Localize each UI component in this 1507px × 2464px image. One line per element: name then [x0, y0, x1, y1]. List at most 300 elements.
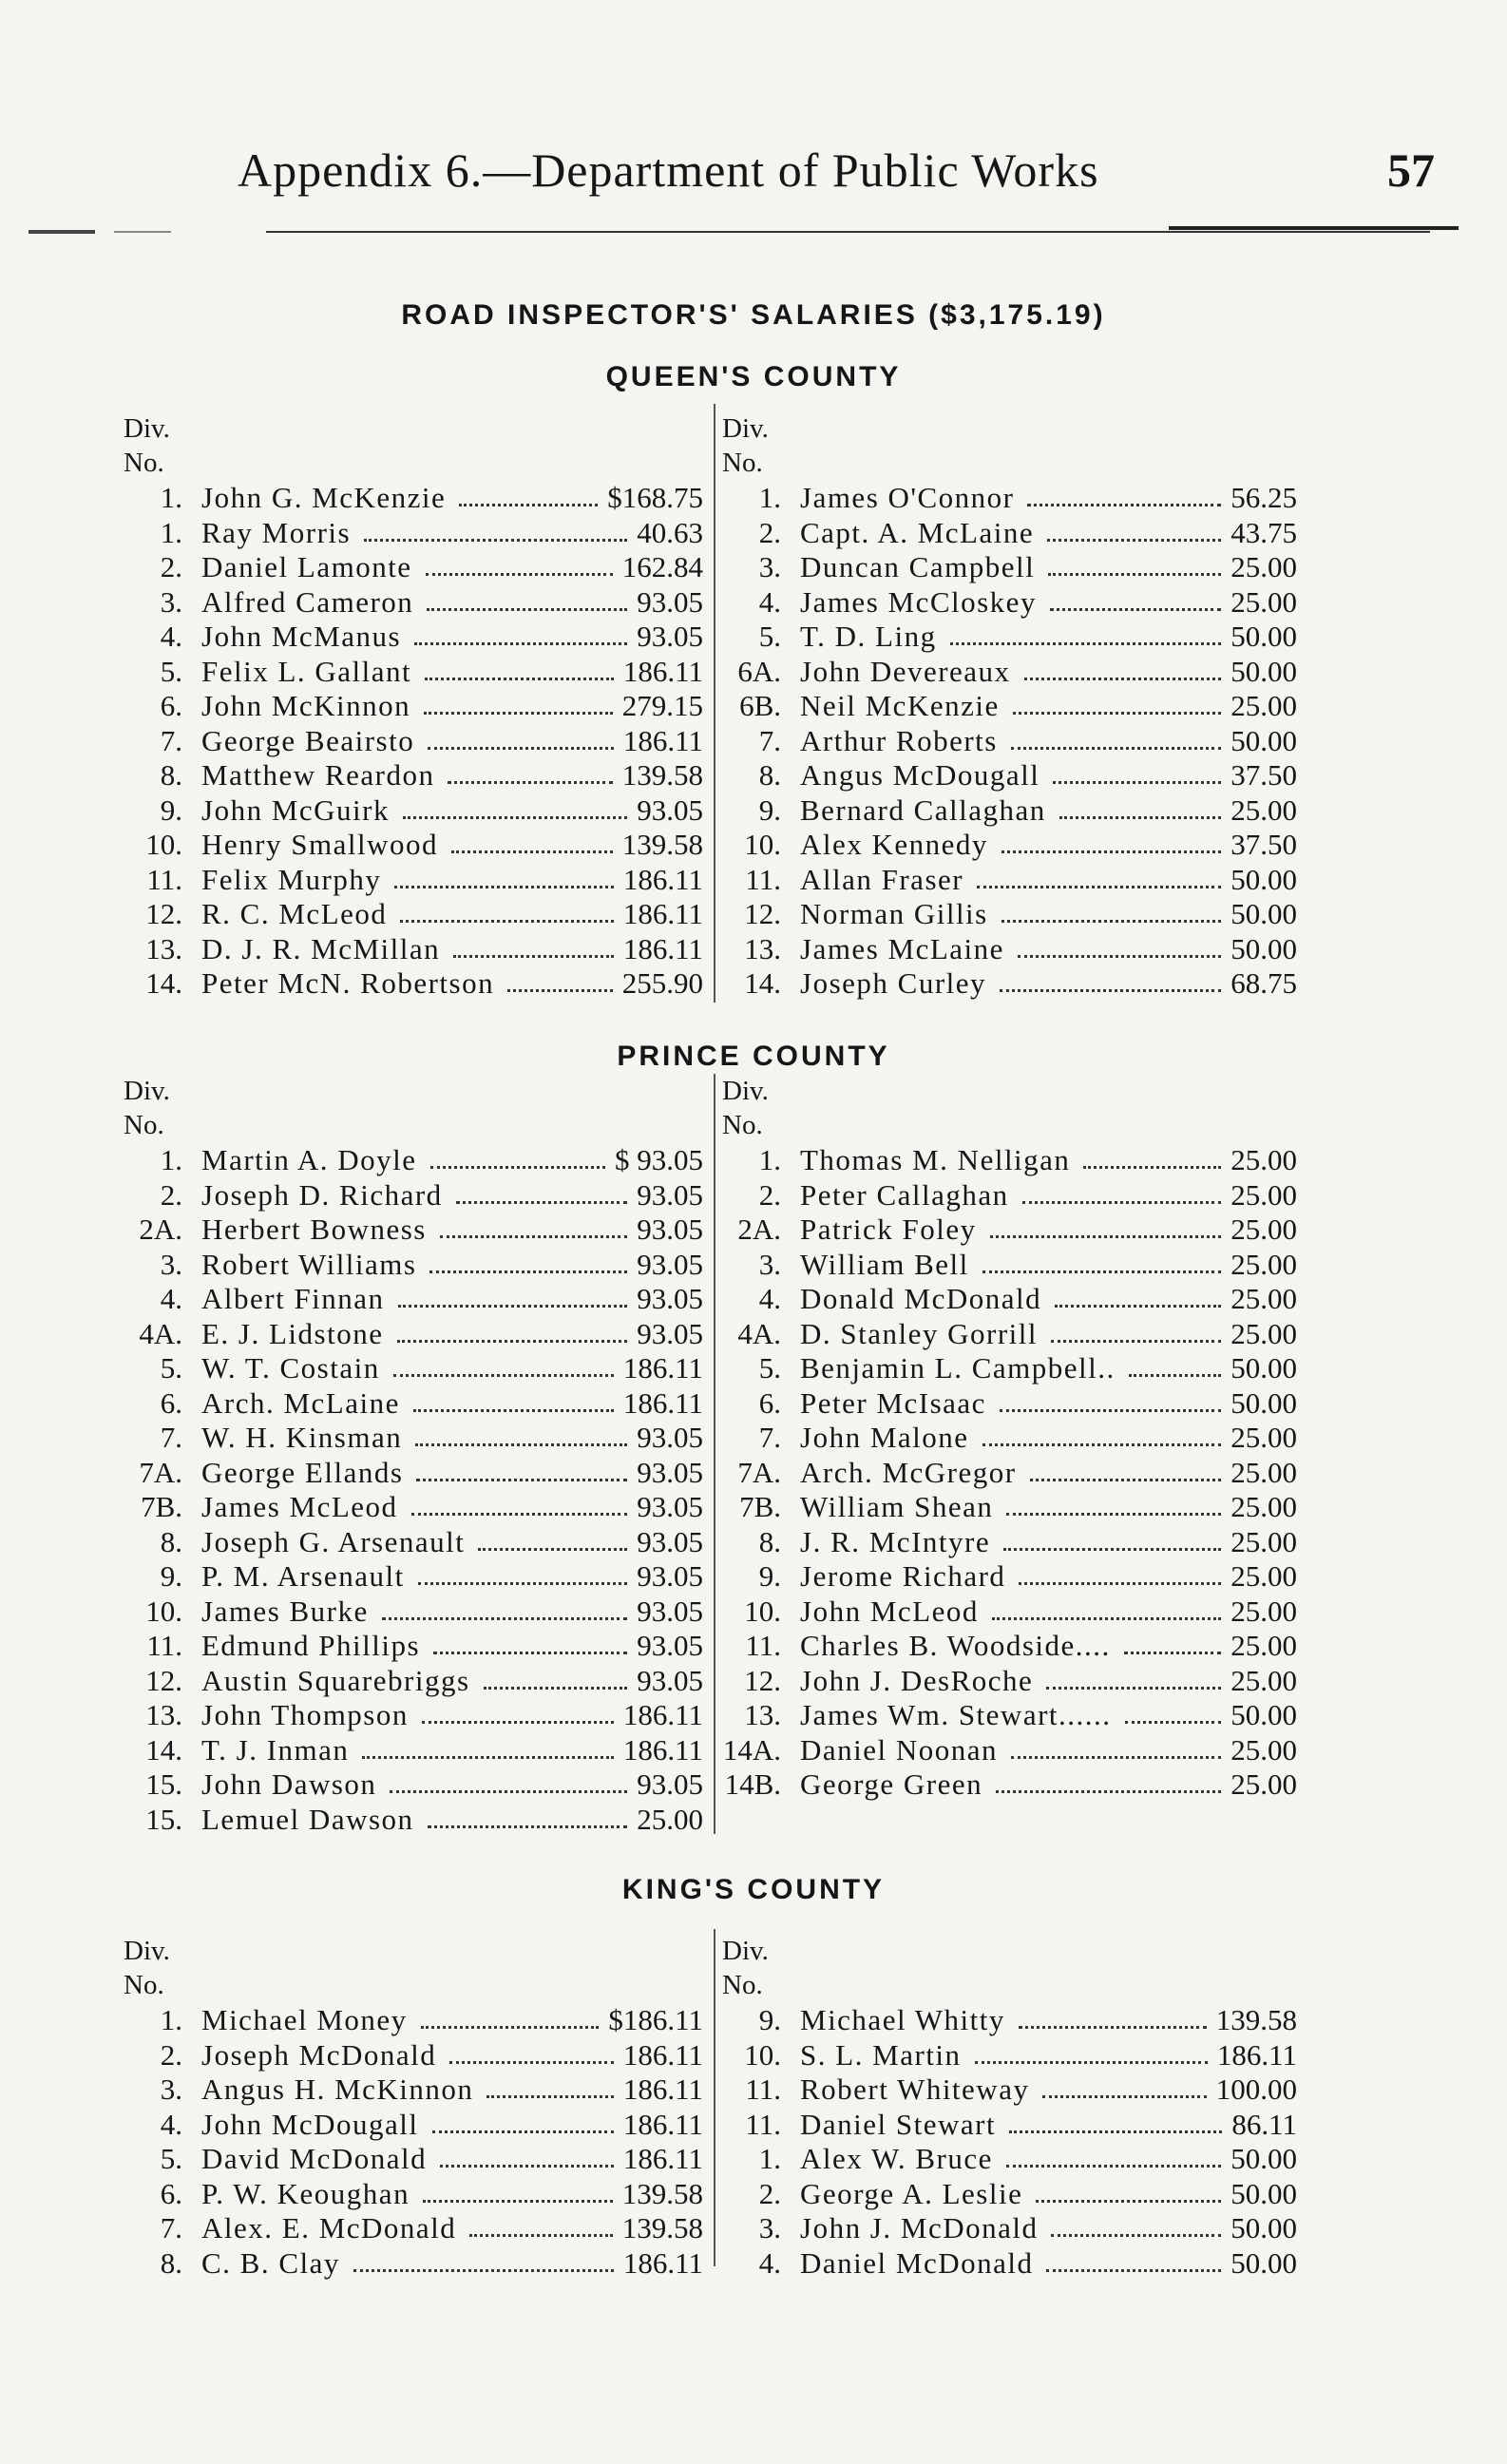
- salary-amount: 93.05: [637, 1455, 703, 1489]
- inspector-name: Matthew Reardon: [201, 758, 435, 792]
- salary-amount: 86.11: [1231, 2107, 1297, 2141]
- inspector-name: P. W. Keoughan: [201, 2176, 410, 2210]
- division-number: 12.: [145, 1663, 182, 1697]
- salary-amount: 40.63: [637, 515, 703, 549]
- rule-heavy-line: [1169, 226, 1459, 230]
- salary-amount: 186.11: [622, 2037, 703, 2072]
- right-column: [722, 411, 1297, 1002]
- salary-row: [124, 655, 703, 690]
- salary-amount: 56.25: [1230, 481, 1297, 514]
- division-number: 9.: [758, 2003, 781, 2036]
- salary-amount: 186.11: [622, 1351, 703, 1385]
- right-column: [722, 1934, 1297, 2281]
- salary-amount: 50.00: [1230, 654, 1297, 688]
- salary-amount: 186.11: [622, 897, 703, 930]
- salary-amount: 68.75: [1230, 966, 1297, 1000]
- salary-row: [124, 1421, 703, 1456]
- salary-amount: 139.58: [621, 2211, 703, 2244]
- column-divider: [714, 1929, 715, 2266]
- salary-amount: $168.75: [607, 481, 703, 514]
- inspector-name: Peter McN. Robertson: [201, 966, 495, 1000]
- salary-amount: 50.00: [1230, 862, 1297, 896]
- column-header: [722, 1934, 1297, 2003]
- inspector-name: Joseph D. Richard: [201, 1177, 443, 1212]
- salary-amount: 25.00: [1230, 689, 1297, 722]
- dot-leader: [393, 1374, 614, 1377]
- dot-leader: [1053, 781, 1221, 784]
- salary-amount: 255.90: [621, 966, 703, 1000]
- left-column: [124, 1934, 703, 2281]
- salary-amount: 93.05: [637, 1594, 703, 1628]
- salary-row: [124, 689, 703, 724]
- division-number: 7.: [758, 723, 781, 757]
- salary-row: [722, 2108, 1297, 2143]
- salary-row: [124, 1803, 703, 1838]
- salary-amount: 186.11: [622, 2072, 703, 2106]
- inspector-name: R. C. McLeod: [201, 897, 388, 930]
- dot-leader: [1129, 1374, 1221, 1377]
- inspector-name: Peter Callaghan: [800, 1177, 1009, 1212]
- inspector-name: Charles B. Woodside....: [800, 1629, 1111, 1662]
- inspector-name: Herbert Bowness: [201, 1213, 427, 1246]
- dot-leader: [1013, 712, 1221, 715]
- division-number: 1.: [758, 1143, 781, 1176]
- division-number: 3.: [758, 2211, 781, 2244]
- dot-leader: [1036, 2200, 1221, 2203]
- left-column: [124, 1074, 703, 1837]
- dot-leader: [429, 1270, 627, 1273]
- inspector-name: Martin A. Doyle: [201, 1143, 417, 1176]
- dot-leader: [1003, 1548, 1221, 1551]
- inspector-name: Albert Finnan: [201, 1282, 385, 1315]
- salary-amount: 25.00: [1230, 1524, 1297, 1558]
- inspector-name: Henry Smallwood: [201, 828, 438, 861]
- dot-leader: [440, 1235, 627, 1238]
- salary-row: [722, 932, 1297, 967]
- salary-row: [124, 1317, 703, 1352]
- inspector-name: Arthur Roberts: [800, 723, 998, 757]
- inspector-name: C. B. Clay: [201, 2245, 340, 2280]
- dot-leader: [432, 2130, 614, 2133]
- salary-row: [124, 550, 703, 585]
- inspector-name: George Beairsto: [201, 723, 415, 757]
- inspector-name: Austin Squarebriggs: [201, 1663, 470, 1697]
- salary-row: [722, 758, 1297, 793]
- salary-amount: 93.05: [637, 1282, 703, 1315]
- division-number: 14.: [145, 966, 182, 1000]
- salary-amount: 25.00: [1230, 1490, 1297, 1523]
- inspector-name: Daniel McDonald: [800, 2245, 1034, 2280]
- dot-leader: [433, 1652, 627, 1654]
- dot-leader: [469, 2234, 613, 2237]
- salary-amount: 25.00: [1230, 1732, 1297, 1767]
- no-label: No.: [722, 448, 763, 478]
- salary-amount: 186.11: [622, 654, 703, 688]
- division-number: 12.: [145, 897, 182, 930]
- salary-row: [722, 1213, 1297, 1248]
- salary-amount: 25.00: [1230, 1629, 1297, 1662]
- inspector-name: Robert Whiteway: [800, 2072, 1030, 2106]
- salary-row: [722, 2003, 1297, 2038]
- division-number: 5.: [758, 620, 781, 653]
- salary-amount: 25.00: [1230, 793, 1297, 827]
- inspector-name: James McLeod: [201, 1490, 398, 1523]
- salary-row: [124, 1248, 703, 1283]
- salary-amount: 139.58: [621, 758, 703, 792]
- salary-row: [124, 1559, 703, 1595]
- column-divider: [714, 404, 715, 1003]
- inspector-name: W. T. Costain: [201, 1351, 380, 1385]
- division-number: 7.: [160, 723, 182, 757]
- salary-amount: 50.00: [1230, 1385, 1297, 1420]
- salary-row: [124, 1282, 703, 1317]
- no-label: No.: [722, 1110, 763, 1140]
- inspector-name: Alex Kennedy: [800, 828, 988, 861]
- inspector-name: P. M. Arsenault: [201, 1559, 405, 1593]
- inspector-name: James Wm. Stewart......: [800, 1698, 1112, 1731]
- dot-leader: [982, 1443, 1221, 1446]
- division-number: 2.: [758, 1177, 781, 1212]
- salary-amount: 186.11: [622, 931, 703, 965]
- salary-row: [722, 1767, 1297, 1803]
- salary-amount: 186.11: [622, 1732, 703, 1767]
- salary-amount: 25.00: [1230, 1559, 1297, 1593]
- division-number: 8.: [758, 758, 781, 792]
- salary-row: [722, 1456, 1297, 1491]
- salary-row: [124, 2038, 703, 2073]
- dot-leader: [459, 504, 598, 506]
- salary-row: [124, 2108, 703, 2143]
- salary-amount: 93.05: [637, 1490, 703, 1523]
- salary-amount: 186.11: [622, 2142, 703, 2175]
- salary-row: [124, 1456, 703, 1491]
- inspector-name: Edmund Phillips: [201, 1629, 421, 1662]
- salary-row: [124, 1143, 703, 1178]
- left-column: [124, 411, 703, 1002]
- salary-amount: 50.00: [1230, 723, 1297, 757]
- division-number: 1.: [160, 515, 182, 549]
- dot-leader: [1006, 2165, 1221, 2168]
- division-number: 1.: [758, 2142, 781, 2175]
- dot-leader: [1124, 1652, 1221, 1654]
- division-number: 7A.: [737, 1455, 781, 1489]
- salary-amount: 93.05: [637, 1247, 703, 1281]
- dot-leader: [1001, 850, 1221, 853]
- dot-leader: [507, 989, 613, 992]
- salary-amount: 279.15: [621, 689, 703, 722]
- dot-leader: [1019, 2026, 1207, 2029]
- salary-row: [124, 516, 703, 551]
- salary-row: [124, 1733, 703, 1768]
- inspector-name: John Dawson: [201, 1767, 377, 1801]
- division-number: 3.: [160, 2072, 182, 2106]
- salary-row: [124, 1629, 703, 1664]
- dot-leader: [451, 850, 613, 853]
- division-number: 13.: [145, 931, 182, 965]
- division-number: 11.: [745, 2107, 781, 2141]
- salary-amount: 25.00: [1230, 1316, 1297, 1350]
- dot-leader: [1000, 1409, 1221, 1412]
- column-header: [124, 1074, 703, 1143]
- salary-row: [124, 2177, 703, 2212]
- inspector-name: T. D. Ling: [800, 620, 937, 653]
- division-number: 8.: [160, 758, 182, 792]
- salary-amount: 50.00: [1230, 2211, 1297, 2244]
- dot-leader: [456, 1201, 627, 1204]
- salary-amount: 25.00: [1230, 1177, 1297, 1212]
- salary-row: [722, 966, 1297, 1002]
- inspector-name: Capt. A. McLaine: [800, 515, 1035, 549]
- salary-amount: 50.00: [1230, 2245, 1297, 2280]
- division-number: 6.: [160, 689, 182, 722]
- inspector-name: Norman Gillis: [800, 897, 988, 930]
- inspector-name: John McDougall: [201, 2107, 419, 2141]
- division-number: 9.: [758, 793, 781, 827]
- salary-amount: 93.05: [637, 1421, 703, 1454]
- rule-dash: [29, 230, 95, 234]
- inspector-name: James Burke: [201, 1594, 369, 1628]
- dot-leader: [382, 1617, 627, 1620]
- inspector-name: Thomas M. Nelligan: [800, 1143, 1071, 1176]
- division-number: 10.: [744, 828, 781, 861]
- div-label: Div.: [722, 1936, 769, 1966]
- dot-leader: [428, 747, 614, 750]
- division-number: 3.: [160, 1247, 182, 1281]
- division-number: 4.: [758, 1282, 781, 1315]
- inspector-name: S. L. Martin: [800, 2037, 962, 2072]
- salary-row: [722, 2211, 1297, 2246]
- inspector-name: T. J. Inman: [201, 1732, 350, 1767]
- division-number: 3.: [160, 584, 182, 619]
- inspector-name: Benjamin L. Campbell..: [800, 1351, 1116, 1385]
- division-number: 6.: [160, 2176, 182, 2210]
- salary-row: [124, 828, 703, 863]
- inspector-name: Alex W. Bruce: [800, 2142, 993, 2175]
- division-number: 1.: [160, 2003, 182, 2036]
- dot-leader: [1050, 608, 1221, 611]
- salary-row: [124, 932, 703, 967]
- div-label: Div.: [124, 413, 170, 444]
- salary-row: [722, 1490, 1297, 1525]
- division-number: 3.: [758, 1247, 781, 1281]
- division-number: 4A.: [737, 1316, 781, 1350]
- salary-amount: 25.00: [1230, 1594, 1297, 1628]
- dot-leader: [1048, 573, 1221, 576]
- inspector-name: D. J. R. McMillan: [201, 931, 441, 965]
- rule-line: [266, 231, 1430, 233]
- division-number: 4.: [160, 2107, 182, 2141]
- division-number: 1.: [160, 481, 182, 514]
- division-number: 3.: [758, 550, 781, 583]
- column-header: [124, 1934, 703, 2003]
- dot-leader: [1009, 2130, 1222, 2133]
- county-heading: PRINCE COUNTY: [617, 1041, 890, 1072]
- salary-amount: 25.00: [1230, 1213, 1297, 1246]
- division-number: 11.: [745, 862, 781, 896]
- inspector-name: William Bell: [800, 1247, 969, 1281]
- inspector-name: Daniel Lamonte: [201, 550, 412, 583]
- salary-row: [124, 1595, 703, 1630]
- inspector-name: Lemuel Dawson: [201, 1802, 414, 1836]
- division-number: 2.: [758, 2176, 781, 2210]
- dot-leader: [996, 1790, 1221, 1793]
- inspector-name: Michael Whitty: [800, 2003, 1005, 2036]
- header-rule: [29, 223, 1430, 235]
- division-number: 12.: [744, 1663, 781, 1697]
- dot-leader: [428, 1825, 627, 1828]
- salary-row: [722, 1317, 1297, 1352]
- salary-amount: 93.05: [637, 1524, 703, 1558]
- salary-row: [722, 2038, 1297, 2073]
- dot-leader: [411, 1513, 627, 1516]
- page-number: 57: [1387, 143, 1435, 197]
- dot-leader: [448, 781, 613, 784]
- inspector-name: John Malone: [800, 1421, 969, 1454]
- division-number: 14A.: [722, 1732, 781, 1767]
- salary-amount: 93.05: [637, 620, 703, 653]
- inspector-name: George A. Leslie: [800, 2176, 1023, 2210]
- salary-amount: 50.00: [1230, 931, 1297, 965]
- salary-row: [722, 1178, 1297, 1213]
- division-number: 5.: [758, 1351, 781, 1385]
- division-number: 10.: [145, 828, 182, 861]
- salary-row: [722, 1351, 1297, 1386]
- inspector-name: Joseph Curley: [800, 966, 987, 1000]
- no-label: No.: [722, 1970, 763, 2000]
- div-label: Div.: [124, 1076, 170, 1106]
- salary-amount: 93.05: [637, 1767, 703, 1801]
- division-number: 4.: [160, 620, 182, 653]
- salary-amount: 186.11: [1216, 2037, 1297, 2072]
- division-number: 12.: [744, 897, 781, 930]
- column-divider: [714, 1074, 715, 1834]
- salary-row: [124, 1525, 703, 1560]
- inspector-name: Neil McKenzie: [800, 689, 1000, 722]
- salary-row: [124, 1664, 703, 1699]
- inspector-name: William Shean: [800, 1490, 994, 1523]
- division-number: 7.: [758, 1421, 781, 1454]
- inspector-name: E. J. Lidstone: [201, 1316, 384, 1350]
- salary-row: [722, 2142, 1297, 2177]
- dot-leader: [353, 2269, 614, 2272]
- division-number: 11.: [146, 862, 182, 896]
- inspector-name: Joseph McDonald: [201, 2037, 437, 2072]
- salary-amount: 186.11: [622, 1698, 703, 1731]
- inspector-name: Angus McDougall: [800, 758, 1040, 792]
- inspector-name: J. R. McIntyre: [800, 1524, 991, 1558]
- dot-leader: [478, 1548, 627, 1551]
- salary-amount: 93.05: [637, 1213, 703, 1246]
- dot-leader: [1011, 1756, 1221, 1759]
- dot-leader: [400, 920, 614, 923]
- dot-leader: [950, 642, 1221, 645]
- division-number: 2A.: [139, 1213, 182, 1246]
- salary-amount: 25.00: [1230, 1247, 1297, 1281]
- salary-amount: 25.00: [1230, 1143, 1297, 1176]
- salary-row: [124, 2072, 703, 2108]
- inspector-name: John McGuirk: [201, 793, 390, 827]
- salary-amount: $186.11: [608, 2003, 703, 2036]
- salary-row: [722, 1664, 1297, 1699]
- inspector-name: James McLaine: [800, 931, 1004, 965]
- salary-row: [124, 1490, 703, 1525]
- salary-amount: 186.11: [622, 1385, 703, 1420]
- division-number: 11.: [745, 1629, 781, 1662]
- dot-leader: [421, 2026, 599, 2029]
- division-number: 7B.: [141, 1490, 182, 1523]
- inspector-name: Arch. McLaine: [201, 1385, 400, 1420]
- running-header: [238, 143, 1435, 209]
- dot-leader: [990, 1235, 1221, 1238]
- dot-leader: [394, 886, 614, 888]
- inspector-name: Joseph G. Arsenault: [201, 1524, 466, 1558]
- inspector-name: John J. DesRoche: [800, 1663, 1034, 1697]
- dot-leader: [413, 1409, 614, 1412]
- dot-leader: [414, 642, 627, 645]
- division-number: 14.: [744, 966, 781, 1000]
- salary-amount: 186.11: [622, 2245, 703, 2280]
- dot-leader: [364, 539, 627, 542]
- column-header: [124, 411, 703, 481]
- division-number: 6.: [758, 1385, 781, 1420]
- dot-leader: [992, 1617, 1221, 1620]
- inspector-name: John McLeod: [800, 1594, 979, 1628]
- division-number: 4A.: [139, 1316, 182, 1350]
- salary-amount: 186.11: [622, 862, 703, 896]
- salary-row: [124, 724, 703, 759]
- division-number: 1.: [758, 481, 781, 514]
- dot-leader: [440, 2165, 614, 2168]
- salary-amount: 25.00: [1230, 1767, 1297, 1801]
- division-number: 14.: [145, 1732, 182, 1767]
- dot-leader: [416, 1479, 627, 1481]
- salary-row: [722, 2072, 1297, 2108]
- division-number: 13.: [744, 1698, 781, 1731]
- salary-row: [124, 1767, 703, 1803]
- division-number: 15.: [145, 1802, 182, 1836]
- salary-amount: 50.00: [1230, 620, 1297, 653]
- division-number: 5.: [160, 654, 182, 688]
- division-number: 7A.: [139, 1455, 182, 1489]
- dot-leader: [1046, 1687, 1221, 1690]
- dot-leader: [427, 608, 627, 611]
- division-number: 5.: [160, 2142, 182, 2175]
- salary-amount: 43.75: [1230, 515, 1297, 549]
- salary-row: [722, 793, 1297, 829]
- salary-row: [722, 2177, 1297, 2212]
- division-number: 4.: [758, 584, 781, 619]
- division-number: 7B.: [739, 1490, 781, 1523]
- division-number: 8.: [160, 2245, 182, 2280]
- salary-row: [124, 1178, 703, 1213]
- dot-leader: [426, 573, 613, 576]
- division-number: 9.: [758, 1559, 781, 1593]
- division-number: 11.: [146, 1629, 182, 1662]
- inspector-name: George Green: [800, 1767, 983, 1801]
- division-number: 6A.: [737, 654, 781, 688]
- division-number: 8.: [160, 1524, 182, 1558]
- dot-leader: [403, 816, 627, 819]
- dot-leader: [423, 2200, 613, 2203]
- salary-amount: 93.05: [637, 1559, 703, 1593]
- dot-leader: [1055, 1305, 1221, 1308]
- salary-row: [124, 620, 703, 655]
- salary-row: [722, 1421, 1297, 1456]
- salary-amount: 25.00: [637, 1802, 703, 1836]
- dot-leader: [390, 1790, 627, 1793]
- inspector-name: John McManus: [201, 620, 402, 653]
- column-header: [722, 411, 1297, 481]
